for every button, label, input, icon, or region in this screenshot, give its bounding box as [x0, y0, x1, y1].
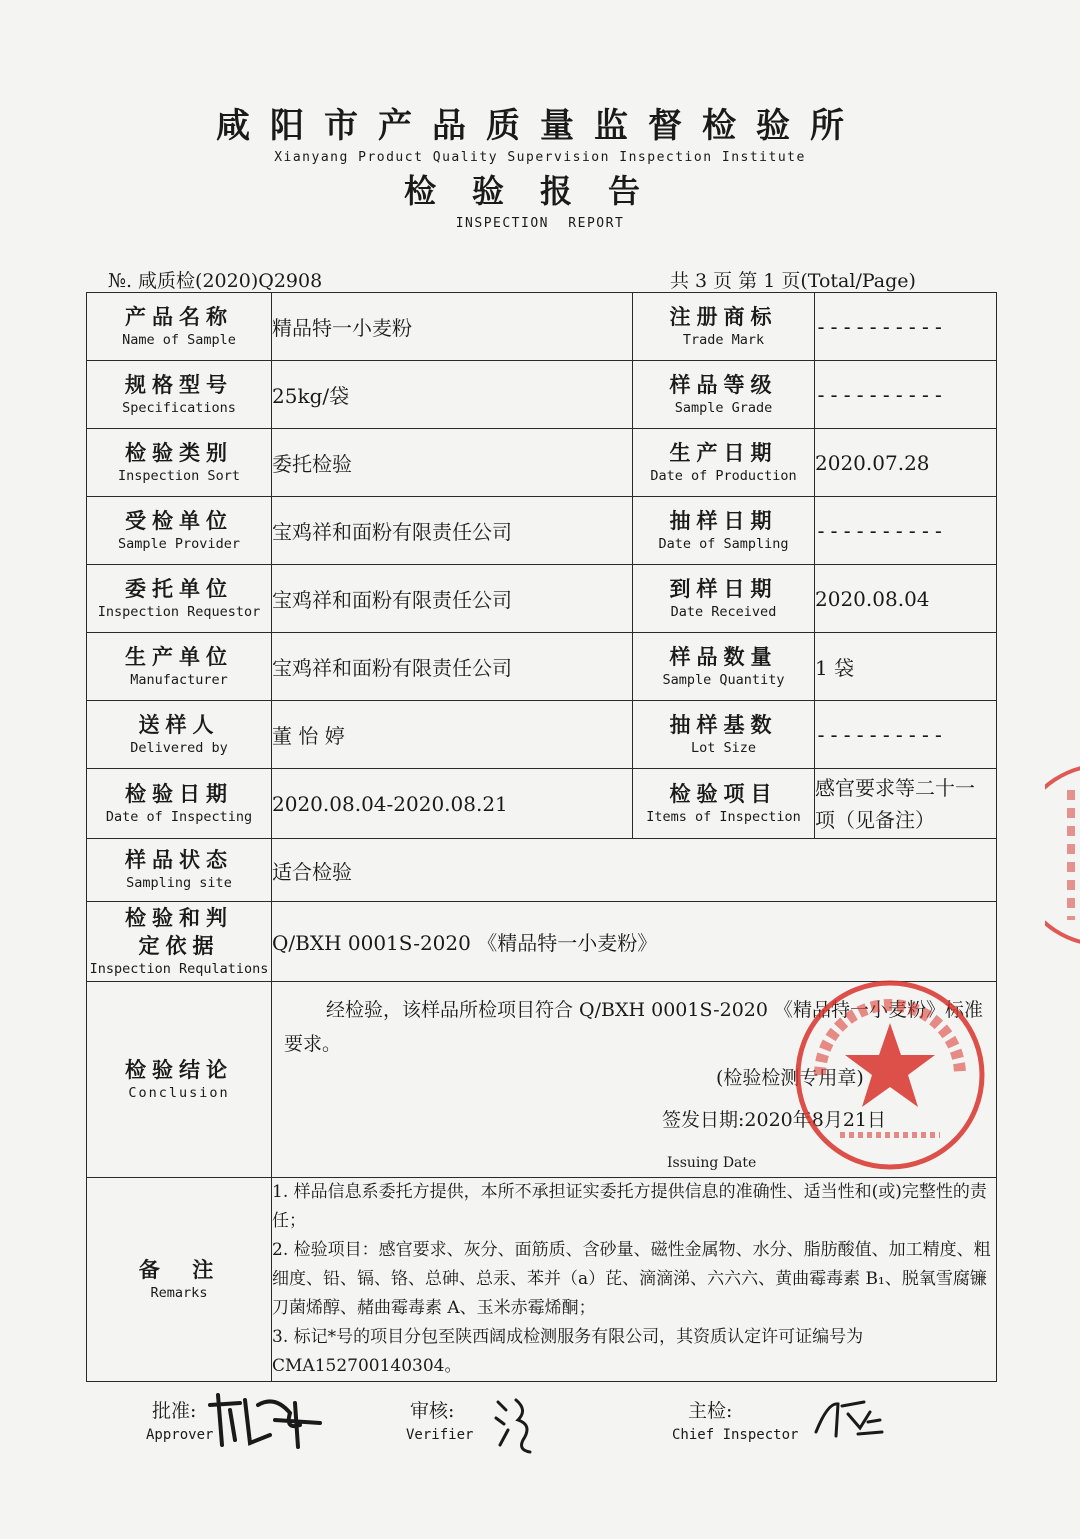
issuing-date-label: 签发日期: — [662, 1109, 745, 1131]
field-label: 检验项目 Items of Inspection — [633, 769, 815, 839]
basis-value: Q/BXH 0001S-2020 《精品特一小麦粉》 — [272, 902, 997, 982]
verifier-signature — [488, 1390, 548, 1460]
sample-name-value: 精品特一小麦粉 — [272, 293, 633, 361]
lot-size-value: ---------- — [815, 701, 997, 769]
field-label: 样品数量 Sample Quantity — [633, 633, 815, 701]
sample-provider-value: 宝鸡祥和面粉有限责任公司 — [272, 497, 633, 565]
official-stamp — [790, 975, 990, 1175]
approver-label-en: Approver — [146, 1427, 214, 1443]
table-row — [87, 565, 997, 633]
field-label: 规格型号 Specifications — [87, 361, 272, 429]
field-label: 抽样日期 Date of Sampling — [633, 497, 815, 565]
remark-item: 2. 检验项目：感官要求、灰分、面筋质、含砂量、磁性金属物、水分、脂肪酸值、加工精度、粗细度、铅、镉、铬、总砷、总汞、苯并（a）芘、滴滴涕、六六六、黄曲霉毒素 B₁、脱氧雪腐镰刀菌烯醇、赭曲霉毒素 A、玉米赤霉烯酮； — [272, 1240, 991, 1318]
table-row — [87, 429, 997, 497]
production-date-value: 2020.07.28 — [815, 429, 997, 497]
report-title-en: INSPECTION REPORT — [455, 216, 625, 231]
field-label: 样品状态 Sampling site — [87, 839, 272, 902]
field-label: 备 注 Remarks — [87, 1178, 272, 1382]
table-row — [87, 1178, 997, 1382]
report-title: 检验报告 — [403, 172, 676, 210]
table-row — [87, 839, 997, 902]
institute-title-en: Xianyang Product Quality Supervision Inspection Institute — [274, 150, 806, 165]
approver-signature — [200, 1385, 330, 1455]
table-row — [87, 293, 997, 361]
sample-state-value: 适合检验 — [272, 839, 997, 902]
verifier-label: 审核: — [410, 1400, 455, 1422]
inspector-label: 主检: — [688, 1400, 733, 1422]
sample-grade-value: ---------- — [815, 361, 997, 429]
conclusion-text: 经检验，该样品所检项目符合 Q/BXH 0001S-2020 《精品特一小麦粉》标准要求。 — [284, 999, 983, 1055]
verifier-label-en: Verifier — [406, 1427, 474, 1443]
sampling-date-value: ---------- — [815, 497, 997, 565]
inspector-label-en: Chief Inspector — [672, 1427, 799, 1443]
table-row — [87, 361, 997, 429]
page-info: 共 3 页 第 1 页(Total/Page) — [670, 270, 916, 292]
field-label: 检验类别 Inspection Sort — [87, 429, 272, 497]
seal-label: (检验检测专用章) — [716, 1067, 864, 1089]
specifications-value: 25kg/袋 — [272, 361, 633, 429]
table-row — [87, 701, 997, 769]
field-label: 抽样基数 Lot Size — [633, 701, 815, 769]
inspection-sort-value: 委托检验 — [272, 429, 633, 497]
manufacturer-value: 宝鸡祥和面粉有限责任公司 — [272, 633, 633, 701]
seam-stamp — [1045, 760, 1080, 950]
field-label: 生产日期 Date of Production — [633, 429, 815, 497]
field-label: 样品等级 Sample Grade — [633, 361, 815, 429]
field-label: 检验结论 Conclusion — [87, 982, 272, 1178]
field-label: 产品名称 Name of Sample — [87, 293, 272, 361]
table-row — [87, 769, 997, 839]
report-table — [86, 292, 997, 1382]
table-row — [87, 902, 997, 982]
remark-item: 3. 标记*号的项目分包至陕西阔成检测服务有限公司，其资质认定许可证编号为 CMA152700140304。 — [272, 1327, 864, 1376]
field-label: 生产单位 Manufacturer — [87, 633, 272, 701]
inspection-date-value: 2020.08.04-2020.08.21 — [272, 769, 633, 839]
report-number: №. 咸质检(2020)Q2908 — [108, 270, 323, 292]
requestor-value: 宝鸡祥和面粉有限责任公司 — [272, 565, 633, 633]
field-label: 送样人 Delivered by — [87, 701, 272, 769]
issuing-date-value: 2020年8月21日 — [744, 1109, 887, 1131]
field-label: 到样日期 Date Received — [633, 565, 815, 633]
date-received-value: 2020.08.04 — [815, 565, 997, 633]
issuing-date-en: Issuing Date — [667, 1155, 757, 1171]
field-label: 受检单位 Sample Provider — [87, 497, 272, 565]
field-label: 检验日期 Date of Inspecting — [87, 769, 272, 839]
trade-mark-value: ---------- — [815, 293, 997, 361]
delivered-by-value: 董 怡 婷 — [272, 701, 633, 769]
approver-label: 批准: — [152, 1400, 197, 1422]
field-label: 注册商标 Trade Mark — [633, 293, 815, 361]
inspection-items-value: 感官要求等二十一项（见备注） — [815, 769, 997, 839]
remark-item: 1. 样品信息系委托方提供，本所不承担证实委托方提供信息的准确性、适当性和(或)完整性的责任； — [272, 1182, 987, 1231]
field-label: 委托单位 Inspection Requestor — [87, 565, 272, 633]
sample-quantity-value: 1 袋 — [815, 633, 997, 701]
table-row — [87, 633, 997, 701]
institute-title: 咸阳市产品质量监督检验所 — [216, 106, 864, 146]
inspector-signature — [808, 1392, 888, 1444]
remarks-cell — [272, 1178, 997, 1382]
table-row — [87, 497, 997, 565]
field-label: 检验和判 定依据 Inspection Requlations — [87, 902, 272, 982]
